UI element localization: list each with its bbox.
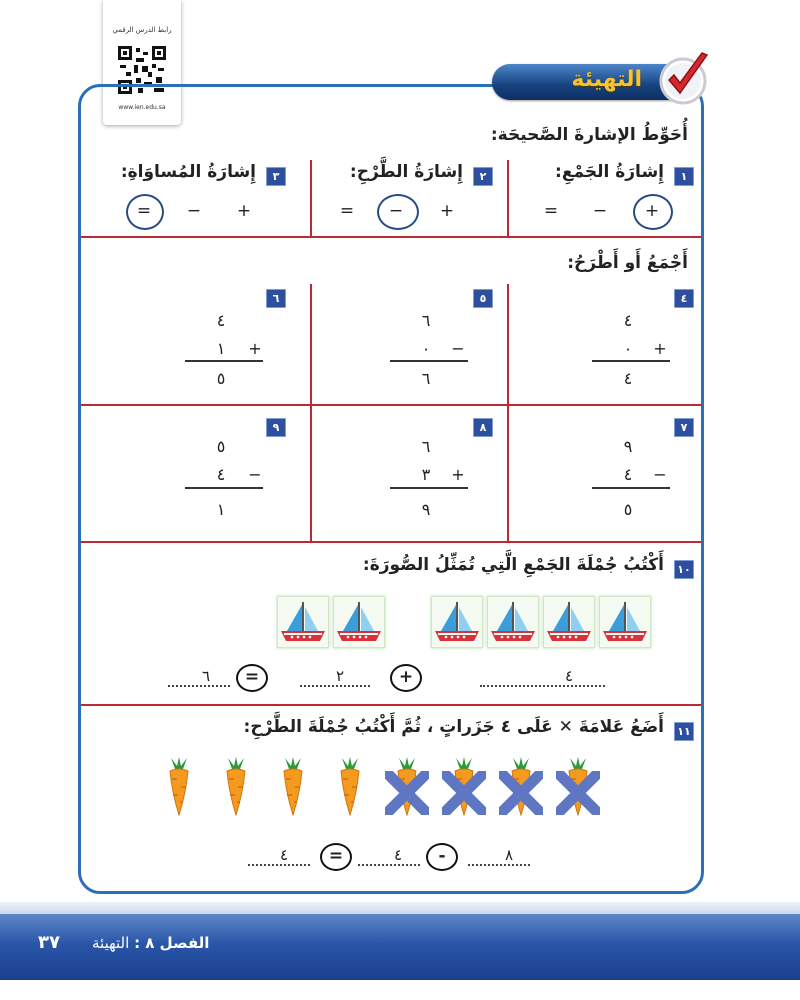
problem-5-result: ٦ [421,369,431,388]
carrot-5[interactable] [335,757,365,817]
section-divider-3 [81,704,701,706]
q1-item2-number: ٢ [473,167,493,186]
problem-7-bottom: ٤ [623,465,633,484]
problem-5-top: ٦ [421,311,431,330]
carrot-8[interactable] [164,757,194,817]
problem-6-number: ٦ [266,289,286,308]
q1-item3-plus-option[interactable]: + [236,201,252,221]
q11-answer-result: ٤ [280,846,289,864]
q2-divider-a [507,284,509,542]
q2-divider-b [310,284,312,542]
problem-8-result: ٩ [421,500,431,519]
problem-7-number: ٧ [674,418,694,437]
problem-4-number: ٤ [674,289,694,308]
q10-answer-sum: ٦ [202,667,211,685]
q10-number: ١٠ [674,560,694,579]
problem-5-operator: − [451,339,465,358]
q11-answer-crossed-line [358,864,420,866]
q11-answer-total-line [468,864,530,866]
section-divider-2 [81,541,701,543]
q10-answer-b: ٢ [336,667,345,685]
q1-item2-label: إِشارَةُ الطَّرْحِ: [349,162,463,182]
q1-item3-number: ٣ [266,167,286,186]
footer-topic: التهيئة [92,934,130,952]
problem-6-top: ٤ [216,311,226,330]
q1-item1-plus-option[interactable]: + [644,201,660,221]
q1-item3-equals-option[interactable]: = [136,201,152,221]
q2-instruction: أَجْمَعُ أَو أَطْرَحُ: [567,253,688,273]
q11-equals-circle: = [320,843,352,871]
problem-4-bottom: ٠ [623,339,633,358]
q1-item1-number: ١ [674,167,694,186]
q11-instruction: أَضَعُ عَلامَةَ ✕ عَلَى ٤ جَزَراتٍ ، ثُمَّ أَكْتُبُ جُمْلَةَ الطَّرْحِ: [243,717,664,737]
problem-8-top: ٦ [421,437,431,456]
q1-item1-equals-option[interactable]: = [543,201,559,221]
q10-answer-sum-line [168,685,230,687]
q1-item3-label: إِشارَةُ المُساوَاةِ: [120,162,256,182]
problem-9-top: ٥ [216,437,226,456]
problem-8-line [390,487,468,489]
q11-answer-result-line [248,864,310,866]
problem-9-operator: − [248,465,262,484]
problem-5-bottom: ٠ [421,339,431,358]
group-a-boat-4 [599,596,651,648]
footer-chapter: الفصل ٨ : [134,934,210,952]
page-number: ٣٧ [38,932,60,953]
q1-item2-minus-option[interactable]: − [388,201,404,221]
q1-item1-minus-option[interactable]: − [592,201,608,221]
q10-answer-a: ٤ [565,667,574,685]
checkmark-badge-icon [655,47,715,107]
carrot-4[interactable] [392,757,422,817]
problem-9-bottom: ٤ [216,465,226,484]
problem-9-result: ١ [216,500,226,519]
footer-chapter-label [92,934,209,952]
q11-answer-crossed: ٤ [394,846,403,864]
q10-instruction: أَكْتُبُ جُمْلَةَ الجَمْعِ الَّتِي تُمَثِّلُ الصُّورَةَ: [362,555,664,575]
problem-5-line [390,360,468,362]
problem-6-operator: + [248,339,262,358]
carrot-1[interactable] [563,757,593,817]
problem-9-number: ٩ [266,418,286,437]
q10-answer-a-line [480,685,605,687]
q1-item3-minus-option[interactable]: − [186,201,202,221]
q1-instruction: أُحَوِّطُ الإشارةَ الصَّحيحَة: [490,125,688,145]
problem-4-line [592,360,670,362]
problem-7-top: ٩ [623,437,633,456]
qr-url: www.ien.edu.sa [118,104,166,111]
qr-title: رابط الدرس الرقمي [112,26,172,34]
group-a-boat-3 [543,596,595,648]
q10-answer-b-line [300,685,370,687]
problem-7-operator: − [653,465,667,484]
problem-7-result: ٥ [623,500,633,519]
problem-4-result: ٤ [623,369,633,388]
q1-divider-b [310,160,312,236]
q1-item1-label: إِشارَةُ الجَمْعِ: [555,162,664,182]
group-a-boat-2 [487,596,539,648]
q11-answer-total: ٨ [505,846,514,864]
problem-6-line [185,360,263,362]
q1-item2-equals-option[interactable]: = [339,201,355,221]
problem-6-result: ٥ [216,369,226,388]
q1-item2-plus-option[interactable]: + [439,201,455,221]
q1-divider-a [507,160,509,236]
problem-4-top: ٤ [623,311,633,330]
problem-8-number: ٨ [473,418,493,437]
carrot-2[interactable] [506,757,536,817]
problem-8-bottom: ٣ [421,465,431,484]
q10-plus-circle: + [390,664,422,692]
problem-7-line [592,487,670,489]
carrot-3[interactable] [449,757,479,817]
problem-5-number: ٥ [473,289,493,308]
q1-item1-answer-circle [633,194,673,230]
problem-6-bottom: ١ [216,339,226,358]
group-b-boat-1 [277,596,329,648]
group-b-boat-2 [333,596,385,648]
section-divider-1 [81,236,701,238]
group-a-boat-1 [431,596,483,648]
problem-9-line [185,487,263,489]
q1-item3-answer-circle [126,194,164,230]
problem-4-operator: + [653,339,667,358]
problem-8-operator: + [451,465,465,484]
carrot-7[interactable] [221,757,251,817]
q11-minus-circle: - [426,843,458,871]
carrot-6[interactable] [278,757,308,817]
banner-title: التهيئة [571,67,642,92]
q2-row-divider [81,404,701,406]
q10-equals-circle: = [236,664,268,692]
q11-number: ١١ [674,722,694,741]
q1-item2-answer-circle [377,194,419,230]
